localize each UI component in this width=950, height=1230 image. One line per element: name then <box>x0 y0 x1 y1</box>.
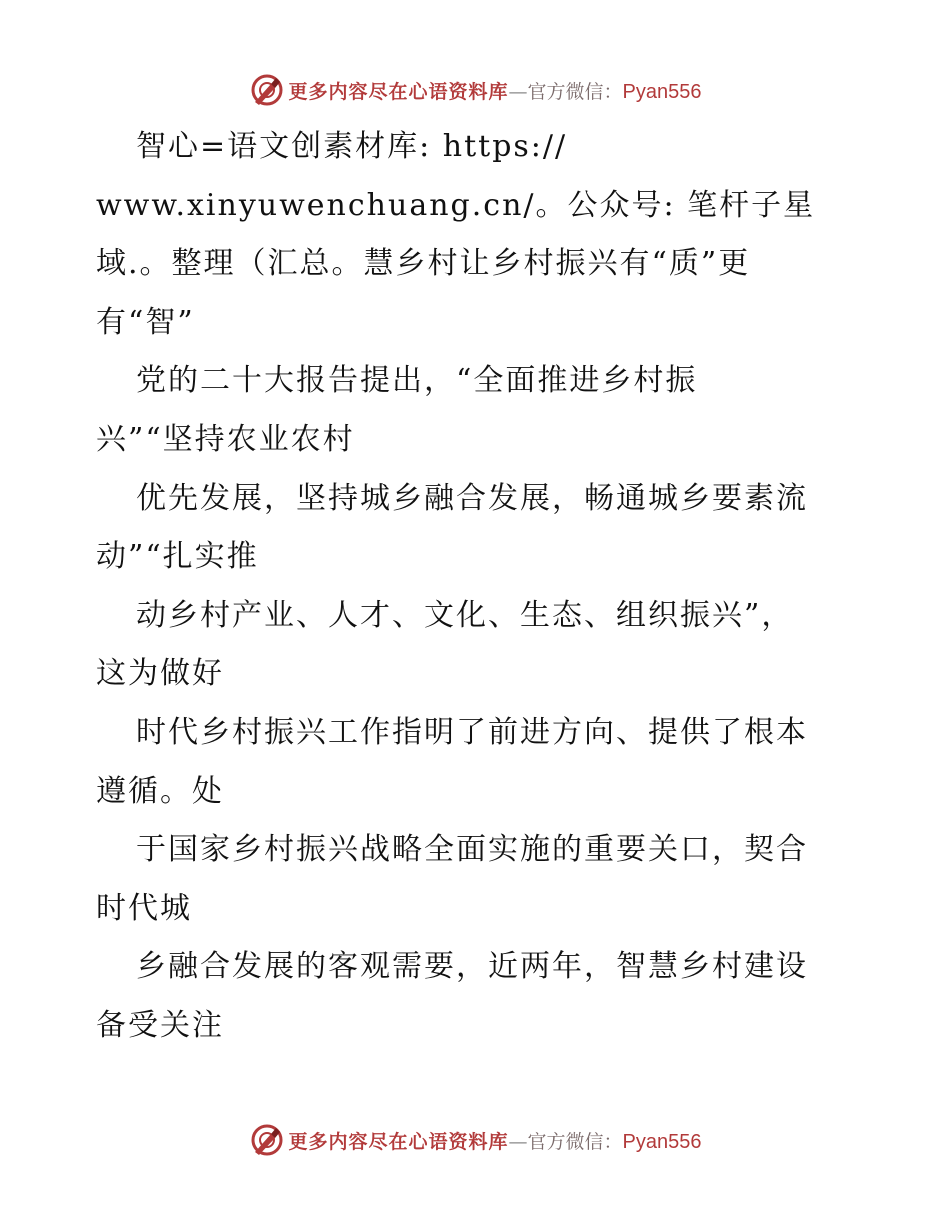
banner-wechat-id: Pyan556 <box>622 80 702 103</box>
text-line: 智心=语文创素材库: https:// <box>136 129 568 164</box>
text-line: 有“智” <box>96 304 195 340</box>
text-line: 域.。整理（汇总。慧乡村让乡村振兴有“质”更 <box>96 246 751 282</box>
text-line: 兴”“坚持农业农村 <box>96 421 355 457</box>
header-banner <box>0 70 950 110</box>
footer-banner <box>0 1120 950 1160</box>
text-line: 备受关注 <box>96 1007 224 1043</box>
banner-wechat-label: 官方微信： <box>527 80 623 103</box>
text-line: 优先发展，坚持城乡融合发展，畅通城乡要素流 <box>136 480 808 516</box>
banner-wechat-id: Pyan556 <box>622 1130 702 1153</box>
banner-main-text: 更多内容尽在心语资料库 <box>288 1130 509 1153</box>
text-line: 动乡村产业、人才、文化、生态、组织振兴”， <box>136 597 794 633</box>
banner-text <box>289 77 702 104</box>
banner-separator: — <box>508 1130 528 1153</box>
text-line: 时代乡村振兴工作指明了前进方向、提供了根本 <box>136 714 808 750</box>
pen-logo-icon <box>249 72 285 108</box>
text-line: 这为做好 <box>96 656 224 692</box>
document-body <box>96 118 856 1056</box>
banner-separator: — <box>508 80 528 103</box>
text-line: 时代城 <box>96 890 192 926</box>
text-line: 党的二十大报告提出，“全面推进乡村振 <box>136 363 698 399</box>
banner-wechat-label: 官方微信： <box>527 1130 623 1153</box>
text-line: www.xinyuwenchuang.cn/。公众号: 笔杆子星 <box>96 187 816 223</box>
text-line: 动”“扎实推 <box>96 539 259 575</box>
text-line: 乡融合发展的客观需要，近两年，智慧乡村建设 <box>136 949 808 985</box>
text-line: 遵循。处 <box>96 773 224 809</box>
text-line: 于国家乡村振兴战略全面实施的重要关口，契合 <box>136 832 808 868</box>
banner-text <box>289 1127 702 1154</box>
banner-main-text: 更多内容尽在心语资料库 <box>288 80 509 103</box>
pen-logo-icon <box>249 1122 285 1158</box>
